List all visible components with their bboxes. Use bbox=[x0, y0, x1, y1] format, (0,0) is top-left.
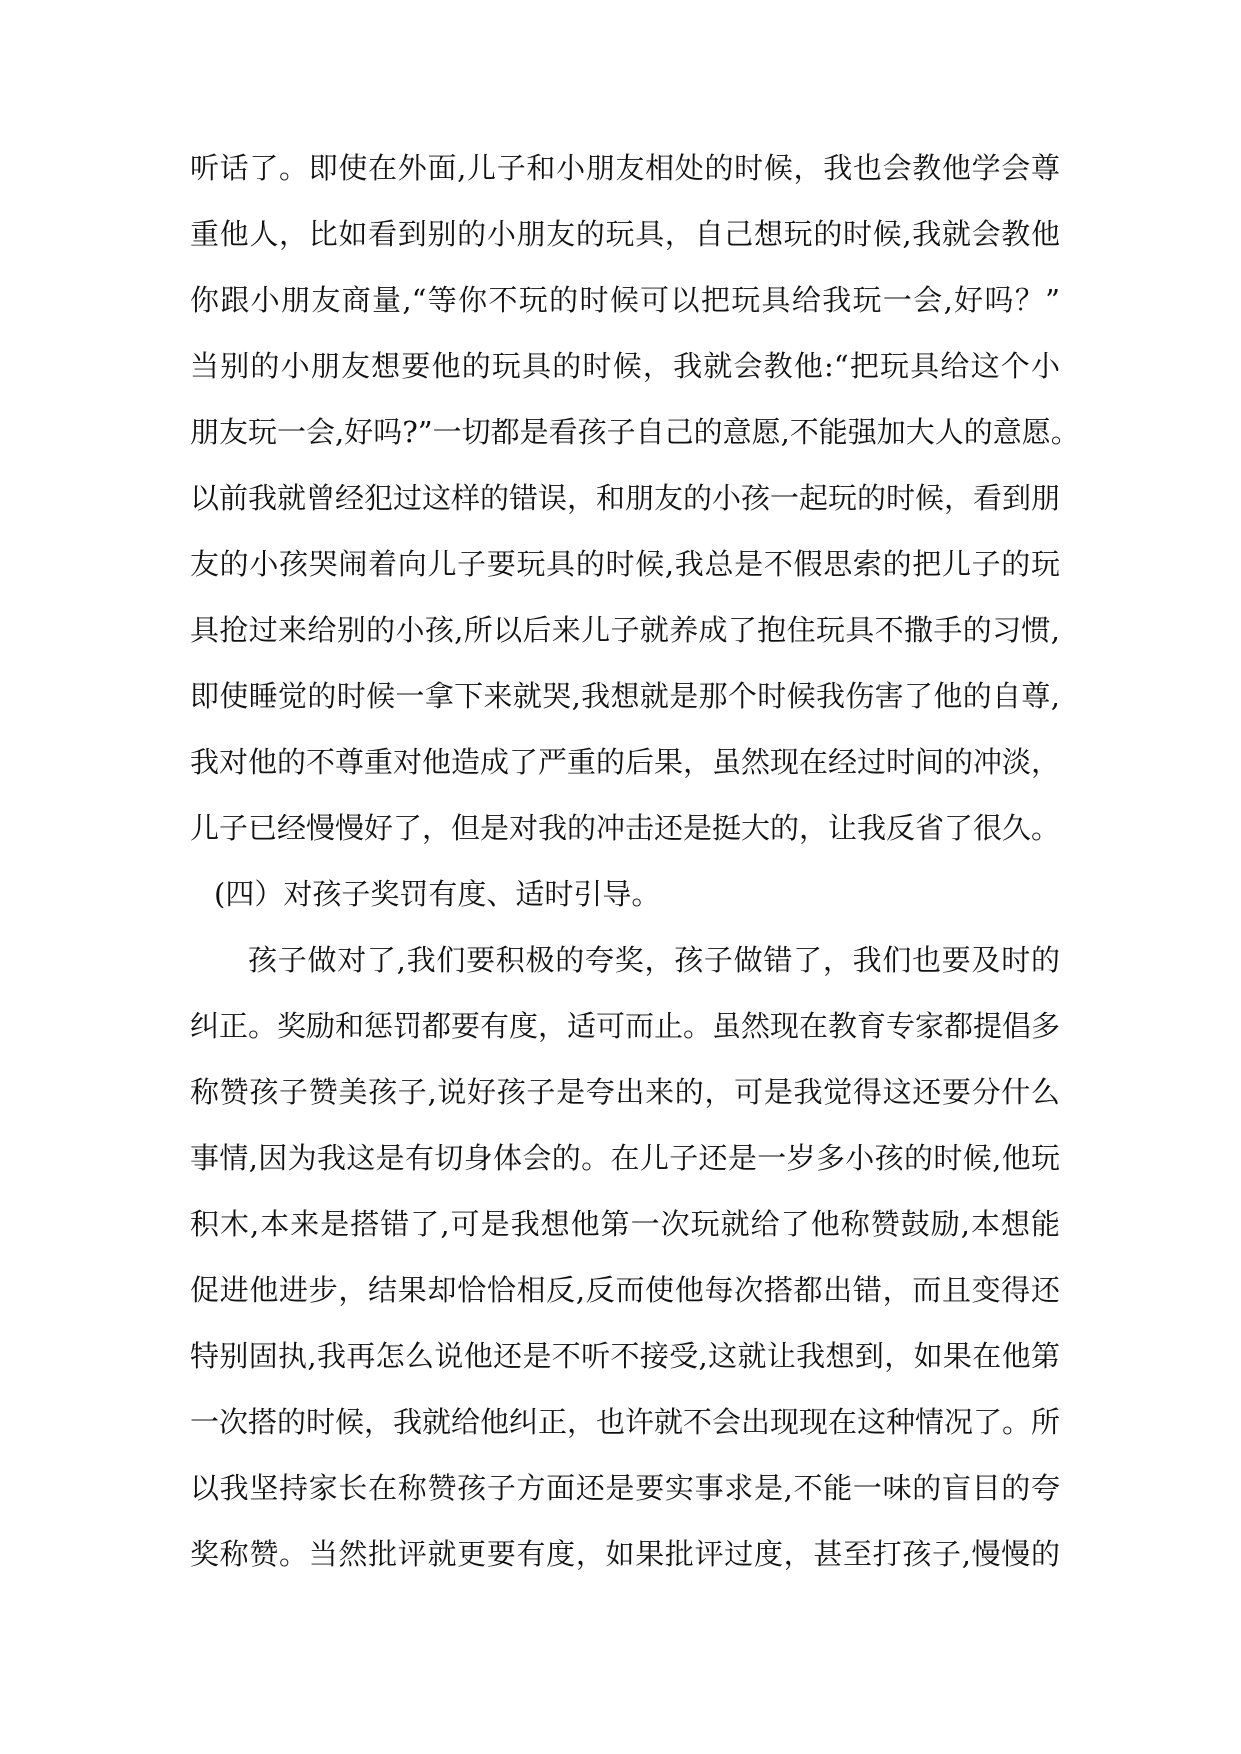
text-line: 特别固执,我再怎么说他还是不听不接受,这就让我想到，如果在他第 bbox=[190, 1339, 1060, 1373]
text-line: 听话了。即使在外面,儿子和小朋友相处的时候，我也会教他学会尊 bbox=[190, 151, 1060, 185]
text-line: 具抢过来给别的小孩,所以后来儿子就养成了抱住玩具不撒手的习惯, bbox=[190, 613, 1060, 647]
text-line: 事情,因为我这是有切身体会的。在儿子还是一岁多小孩的时候,他玩 bbox=[190, 1141, 1060, 1175]
text-line: 奖称赞。当然批评就更要有度，如果批评过度，甚至打孩子,慢慢的 bbox=[190, 1537, 1060, 1571]
text-line: 儿子已经慢慢好了，但是对我的冲击还是挺大的，让我反省了很久。 bbox=[190, 811, 1061, 845]
text-line: 我对他的不尊重对他造成了严重的后果，虽然现在经过时间的冲淡， bbox=[190, 745, 1061, 779]
text-line: 积木,本来是搭错了,可是我想他第一次玩就给了他称赞鼓励,本想能 bbox=[190, 1207, 1060, 1241]
text-line: 重他人，比如看到别的小朋友的玩具，自己想玩的时候,我就会教他 bbox=[190, 217, 1060, 251]
text-line: 一次搭的时候，我就给他纠正，也许就不会出现现在这种情况了。所 bbox=[190, 1405, 1061, 1439]
section-heading: (四）对孩子奖罚有度、适时引导。 bbox=[214, 877, 661, 911]
text-line: 纠正。奖励和惩罚都要有度，适可而止。虽然现在教育专家都提倡多 bbox=[190, 1009, 1061, 1043]
text-line: 以前我就曾经犯过这样的错误，和朋友的小孩一起玩的时候，看到朋 bbox=[190, 481, 1061, 515]
text-line: 当别的小朋友想要他的玩具的时候，我就会教他:“把玩具给这个小 bbox=[190, 349, 1060, 383]
text-line: 友的小孩哭闹着向儿子要玩具的时候,我总是不假思索的把儿子的玩 bbox=[190, 547, 1060, 581]
text-line: 促进他进步，结果却恰恰相反,反而使他每次搭都出错，而且变得还 bbox=[190, 1273, 1060, 1307]
text-line: 以我坚持家长在称赞孩子方面还是要实事求是,不能一味的盲目的夸 bbox=[190, 1471, 1060, 1505]
text-line: 朋友玩一会,好吗?”一切都是看孩子自己的意愿,不能强加大人的意愿。 bbox=[190, 415, 1080, 449]
paragraph-first-line: 孩子做对了,我们要积极的夸奖，孩子做错了，我们也要及时的 bbox=[248, 943, 1060, 977]
text-line: 你跟小朋友商量,“等你不玩的时候可以把玩具给我玩一会,好吗？” bbox=[190, 283, 1060, 317]
text-line: 称赞孩子赞美孩子,说好孩子是夸出来的，可是我觉得这还要分什么 bbox=[190, 1075, 1060, 1109]
text-line: 即使睡觉的时候一拿下来就哭,我想就是那个时候我伤害了他的自尊, bbox=[190, 679, 1060, 713]
